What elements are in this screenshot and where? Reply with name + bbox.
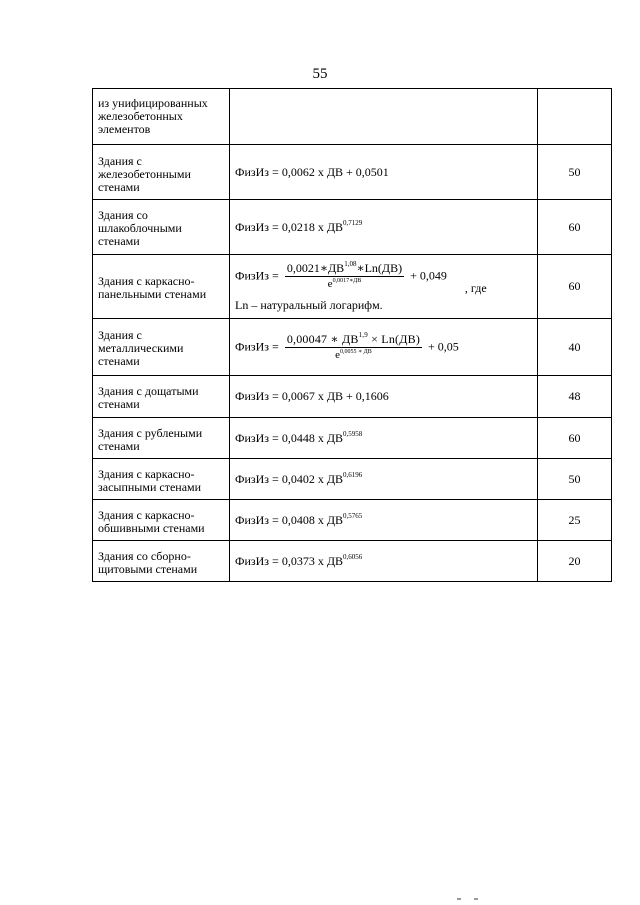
building-type-text: Здания с дощатыми стенами — [98, 384, 199, 411]
formula-text — [235, 513, 362, 527]
formula-cell — [230, 541, 538, 582]
formula-exponent: 0,5958 — [343, 429, 363, 438]
denominator-base: e — [327, 277, 333, 290]
value-cell — [538, 89, 612, 145]
formula-tail: + 0,049 — [410, 267, 447, 282]
fraction — [285, 330, 422, 362]
value-cell: 60 — [538, 255, 612, 319]
building-type-cell — [93, 541, 230, 582]
value-cell: 25 — [538, 500, 612, 541]
table-row — [93, 255, 612, 319]
formula-base: ФизИз = 0,0408 х ДВ — [235, 512, 344, 527]
building-type-text: Здания с рублеными стенами — [98, 425, 203, 453]
scan-speck — [474, 898, 478, 900]
numerator-exponent: 1,9 — [358, 330, 368, 339]
formula-tail: + 0,05 — [428, 338, 459, 353]
scan-speck — [457, 898, 461, 900]
value-cell: 60 — [538, 418, 612, 459]
table-row — [93, 200, 612, 255]
formula-text — [235, 472, 362, 486]
formula-cell — [230, 319, 538, 376]
building-type-text: Здания с каркасно-засыпными стенами — [98, 466, 202, 494]
building-type-text: из унифицированных железобетонных элементов — [98, 96, 208, 136]
table-row — [93, 459, 612, 500]
denominator-base: e — [335, 348, 341, 361]
building-type-cell — [93, 145, 230, 200]
building-type-cell — [93, 319, 230, 376]
formula-note: Ln – натуральный логарифм. — [235, 297, 383, 312]
numerator-part: ∗Ln(ДВ) — [356, 260, 403, 275]
fraction-numerator — [285, 330, 422, 348]
building-type-cell — [93, 200, 230, 255]
numerator-exponent: 1,08 — [344, 259, 357, 268]
depreciation-formula-table — [92, 88, 612, 582]
numerator-part: 0,00047 ∗ ДВ — [286, 331, 359, 346]
building-type-cell — [93, 418, 230, 459]
table-row — [93, 376, 612, 418]
fraction — [285, 259, 404, 291]
formula-text: ФизИз = 0,0062 х ДВ + 0,0501 — [235, 164, 389, 179]
formula-exponent: 0,7129 — [343, 218, 363, 227]
formula-base: ФизИз = 0,0373 х ДВ — [235, 553, 344, 568]
formula-cell — [230, 145, 538, 200]
building-type-text: Здания со сборно-щитовыми стенами — [98, 548, 198, 576]
building-type-cell — [93, 89, 230, 145]
value-cell: 60 — [538, 200, 612, 255]
formula-cell — [230, 89, 538, 145]
numerator-part: × Ln(ДВ) — [367, 331, 421, 346]
formula-cell — [230, 376, 538, 418]
denominator-exponent: 0,0055 ∗ ДВ — [340, 348, 372, 355]
formula-text: ФизИз = 0,0067 х ДВ + 0,1606 — [235, 389, 389, 403]
denominator-exponent: 0,0017∗ДВ — [332, 277, 362, 284]
formula-cell — [230, 255, 538, 319]
formula-text — [235, 554, 362, 568]
formula-cell — [230, 418, 538, 459]
formula-exponent: 0,6056 — [343, 552, 363, 561]
formula-where: , где — [464, 280, 487, 295]
numerator-part: 0,0021∗ДВ — [286, 260, 345, 275]
value-cell: 50 — [538, 145, 612, 200]
formula-base: ФизИз = 0,0448 х ДВ — [235, 430, 344, 445]
formula-text — [235, 431, 362, 445]
building-type-cell — [93, 376, 230, 418]
building-type-text: Здания с железобетонными стенами — [98, 154, 191, 194]
building-type-text: Здания с каркасно-панельными стенами — [98, 274, 207, 301]
table-row — [93, 89, 612, 145]
fraction-formula — [235, 259, 532, 295]
table-row — [93, 319, 612, 376]
page-number: 55 — [312, 66, 328, 82]
value-cell: 48 — [538, 376, 612, 418]
building-type-cell — [93, 255, 230, 319]
fraction-formula — [235, 330, 532, 362]
building-type-text: Здания со шлакоблочными стенами — [98, 208, 182, 248]
building-type-text: Здания с каркасно-обшивными стенами — [98, 507, 205, 535]
formula-base: ФизИз = 0,0402 х ДВ — [235, 471, 344, 486]
building-type-cell — [93, 459, 230, 500]
building-type-text: Здания с металлическими стенами — [98, 328, 184, 368]
building-type-cell — [93, 500, 230, 541]
fraction-denominator — [285, 348, 422, 362]
table-row — [93, 145, 612, 200]
formula-base: ФизИз = 0,0218 х ДВ — [235, 219, 344, 234]
fraction-numerator — [285, 259, 404, 277]
fraction-denominator — [285, 277, 404, 291]
value-cell: 50 — [538, 459, 612, 500]
formula-cell — [230, 500, 538, 541]
value-cell: 40 — [538, 319, 612, 376]
formula-text — [235, 259, 447, 291]
formula-lhs: ФизИз = — [235, 267, 279, 282]
formula-cell — [230, 459, 538, 500]
formula-cell — [230, 200, 538, 255]
table-row — [93, 418, 612, 459]
table-row — [93, 500, 612, 541]
formula-exponent: 0,5765 — [343, 511, 363, 520]
formula-text — [235, 220, 362, 234]
table-row — [93, 541, 612, 582]
formula-exponent: 0,6196 — [343, 470, 363, 479]
value-cell: 20 — [538, 541, 612, 582]
formula-lhs: ФизИз = — [235, 338, 279, 353]
